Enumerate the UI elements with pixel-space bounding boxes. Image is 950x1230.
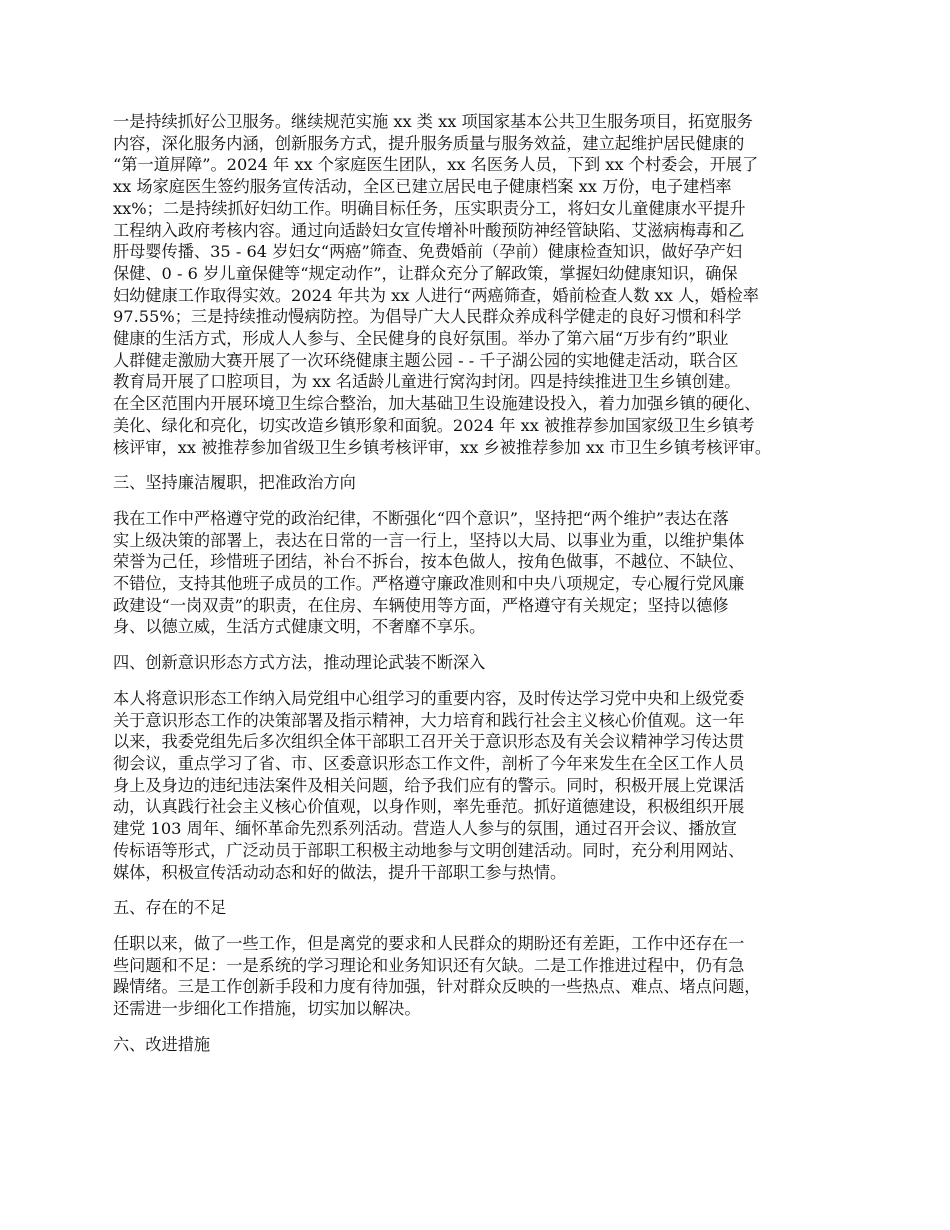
text-line: “第一道屏障”。2024 年 xx 个家庭医生团队，xx 名医务人员，下到 xx 个村委会，开展了 [113, 155, 759, 175]
text-line: 内容，深化服务内涵，创新服务方式，提升服务质量与服务效益，建立起维护居民健康的 [113, 133, 745, 153]
text-line: 妇幼健康工作取得实效。2024 年共为 xx 人进行“两癌筛查，婚前检查人数 xx 人，婚检率 [113, 285, 759, 305]
text-line: 我在工作中严格遵守党的政治纪律，不断强化“四个意识”，坚持把“两个维护”表达在落 [113, 508, 729, 528]
text-line: 不错位，支持其他班子成员的工作。严格遵守廉政准则和中央八项规定，专心履行党风廉 [113, 574, 745, 594]
text-line: 肝母婴传播、35 - 64 岁妇女“两癌”筛查、免费婚前（孕前）健康检查知识，做好孕产妇 [113, 242, 743, 262]
text-line: 传标语等形式，广泛动员于部职工积极主动地参与文明创建活动。同时，充分利用网站、 [113, 840, 745, 860]
text-line: 人群健走激励大赛开展了一次环绕健康主题公园 - - 千子湖公园的实地健走活动，联合区 [113, 350, 739, 370]
text-line: 教育局开展了口腔项目，为 xx 名适龄儿童进行窝沟封闭。四是持续推进卫生乡镇创建。 [113, 372, 741, 392]
text-line: 核评审，xx 被推荐参加省级卫生乡镇考核评审，xx 乡被推荐参加 xx 市卫生乡镇考核评审。 [113, 437, 772, 457]
section-integrity [113, 472, 858, 638]
text-line: 荣誉为己任，珍惜班子团结，补台不拆台，按本色做人，按角色做事，不越位、不缺位、 [113, 552, 745, 572]
document-page [113, 111, 858, 1055]
section-shortcomings [113, 897, 858, 1020]
text-line: 身、以德立威，生活方式健康文明，不奢靡不享乐。 [113, 617, 486, 637]
text-line: 保健、0 - 6 岁儿童保健等“规定动作”，让群众充分了解政策，掌握妇幼健康知识，确保 [113, 263, 738, 283]
section-heading-improvements: 六、改进措施 [113, 1034, 211, 1054]
section-ideology [113, 652, 858, 883]
text-line: 媒体，积极宣传活动动态和好的做法，提升干部职工参与热情。 [113, 862, 567, 882]
text-line: 身上及身边的违纪违法案件及相关问题，给予我们应有的警示。同时，积极开展上党课活 [113, 775, 745, 795]
text-line: 健康的生活方式，形成人人参与、全民健身的良好氛围。举办了第六届“万步有约”职业 [113, 329, 729, 349]
text-line: 彻会议，重点学习了省、市、区委意识形态工作文件，剖析了今年来发生在全区工作人员 [113, 753, 745, 773]
paragraph-public-health [113, 111, 858, 458]
text-line: 任职以来，做了一些工作，但是离党的要求和人民群众的期盼还有差距，工作中还存在一 [113, 933, 745, 953]
text-line: xx 场家庭医生签约服务宣传活动，全区已建立居民电子健康档案 xx 万份，电子建档率 [113, 177, 732, 197]
text-line: 工程纳入政府考核内容。通过向适龄妇女宣传增补叶酸预防神经管缺陷、艾滋病梅毒和乙 [113, 220, 745, 240]
text-line: 还需进一步细化工作措施，切实加以解决。 [113, 999, 421, 1019]
text-line: 关于意识形态工作的决策部署及指示精神，大力培育和践行社会主义核心价值观。这一年 [113, 710, 745, 730]
text-line: 本人将意识形态工作纳入局党组中心组学习的重要内容，及时传达学习党中央和上级党委 [113, 688, 745, 708]
text-line: 建党 103 周年、缅怀革命先烈系列活动。营造人人参与的氛围，通过召开会议、播放宣 [113, 819, 737, 839]
text-line: 动，认真践行社会主义核心价值观，以身作则，率先垂范。抓好道德建设，积极组织开展 [113, 797, 745, 817]
text-line: 美化、绿化和亮化，切实改造乡镇形象和面貌。2024 年 xx 被推荐参加国家级卫生乡镇考 [113, 415, 755, 435]
text-line: 以来，我委党组先后多次组织全体干部职工召开关于意识形态及有关会议精神学习传达贯 [113, 732, 745, 752]
text-line: 实上级决策的部署上，表达在日常的一言一行上，坚持以大局、以事业为重，以维护集体 [113, 530, 745, 550]
text-line: 躁情绪。三是工作创新手段和力度有待加强，针对群众反映的一些热点、难点、堵点问题， [113, 977, 761, 997]
section-heading-integrity: 三、坚持廉洁履职，把准政治方向 [113, 473, 356, 493]
section-heading-shortcomings: 五、存在的不足 [113, 898, 227, 918]
text-line: 一是持续抓好公卫服务。继续规范实施 xx 类 xx 项国家基本公共卫生服务项目，拓宽服务 [113, 112, 753, 131]
section-heading-ideology: 四、创新意识形态方式方法，推动理论武装不断深入 [113, 653, 486, 673]
text-line: 在全区范围内开展环境卫生综合整治，加大基础卫生设施建设投入，着力加强乡镇的硬化、 [113, 394, 761, 414]
section-improvements [113, 1034, 858, 1056]
text-line: xx%；二是持续抓好妇幼工作。明确目标任务，压实职责分工，将妇女儿童健康水平提升 [113, 198, 746, 218]
text-line: 97.55%；三是持续推动慢病防控。为倡导广大人民群众养成科学健走的良好习惯和科学 [113, 307, 742, 327]
text-line: 政建设“一岗双责”的职责，在住房、车辆使用等方面，严格遵守有关规定；坚持以德修 [113, 595, 729, 615]
text-line: 些问题和不足：一是系统的学习理论和业务知识还有欠缺。二是工作推进过程中，仍有急 [113, 955, 745, 975]
